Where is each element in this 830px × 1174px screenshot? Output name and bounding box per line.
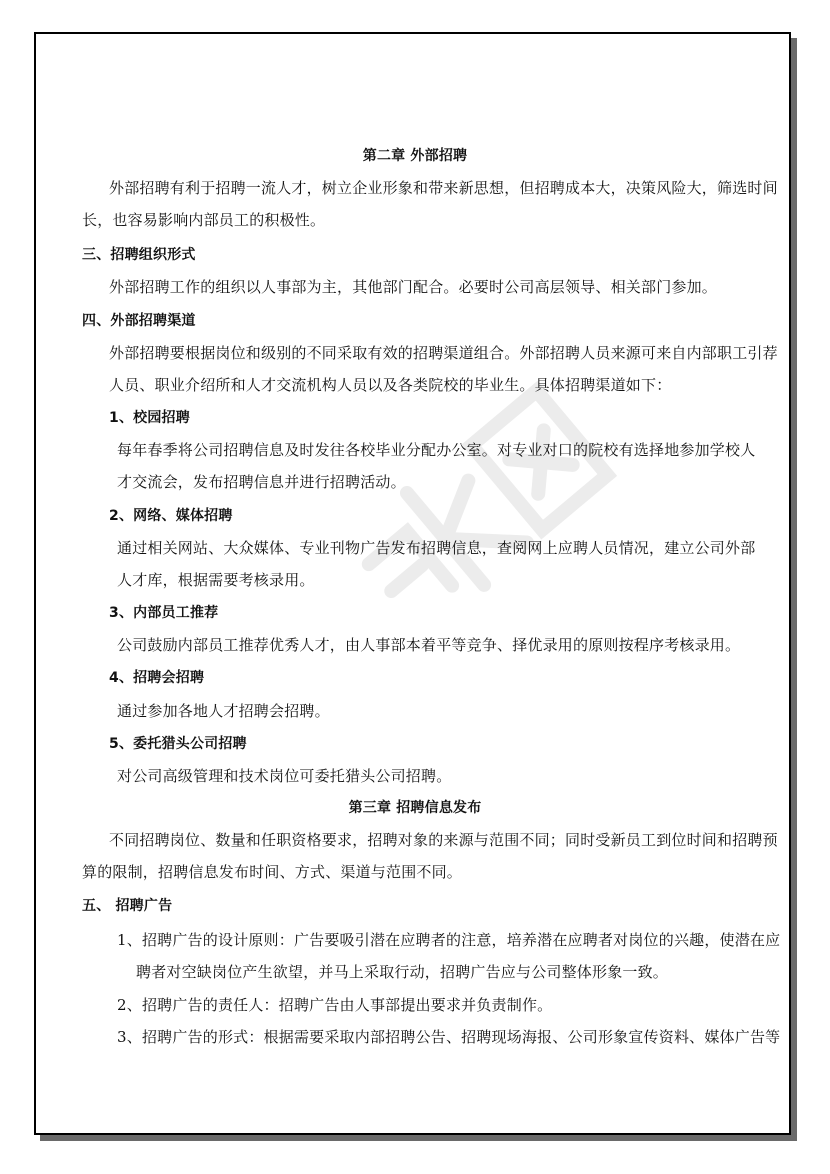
channel-4-line-1: 通过参加各地人才招聘会招聘。 xyxy=(117,702,330,720)
chapter-2-intro-line-1: 外部招聘有利于招聘一流人才，树立企业形象和带来新思想，但招聘成本大，决策风险大，筛选时间 xyxy=(109,179,778,197)
channel-4-title: 4、招聘会招聘 xyxy=(109,670,205,686)
ad-item-3-line-1: 3、招聘广告的形式：根据需要采取内部招聘公告、招聘现场海报、公司形象宣传资料、媒体广告等 xyxy=(117,1028,781,1046)
ad-item-1-line-2: 聘者对空缺岗位产生欲望，并马上采取行动，招聘广告应与公司整体形象一致。 xyxy=(136,963,669,981)
section-4-intro-line-2: 人员、职业介绍所和人才交流机构人员以及各类院校的毕业生。具体招聘渠道如下： xyxy=(109,376,672,394)
section-3-body: 外部招聘工作的组织以人事部为主，其他部门配合。必要时公司高层领导、相关部门参加。 xyxy=(109,278,718,296)
channel-1-line-1: 每年春季将公司招聘信息及时发往各校毕业分配办公室。对专业对口的院校有选择地参加学校人 xyxy=(117,441,756,459)
chapter-2-intro-line-2: 长，也容易影响内部员工的积极性。 xyxy=(82,211,326,229)
chapter-3-title: 第三章 招聘信息发布 xyxy=(348,800,482,816)
section-5-heading: 五、 招聘广告 xyxy=(82,898,173,914)
channel-5-line-1: 对公司高级管理和技术岗位可委托猎头公司招聘。 xyxy=(117,767,452,785)
channel-2-line-1: 通过相关网站、大众媒体、专业刊物广告发布招聘信息，查阅网上应聘人员情况，建立公司外部 xyxy=(117,539,756,557)
section-4-intro-line-1: 外部招聘要根据岗位和级别的不同采取有效的招聘渠道组合。外部招聘人员来源可来自内部职工引荐 xyxy=(109,344,778,362)
ad-item-1-line-1: 1、招聘广告的设计原则：广告要吸引潜在应聘者的注意，培养潜在应聘者对岗位的兴趣，使潜在应 xyxy=(117,931,781,949)
chapter-3-intro-line-2: 算的限制，招聘信息发布时间、方式、渠道与范围不同。 xyxy=(82,863,463,881)
section-4-heading: 四、外部招聘渠道 xyxy=(82,313,196,329)
channel-3-title: 3、内部员工推荐 xyxy=(109,605,219,621)
channel-2-title: 2、网络、媒体招聘 xyxy=(109,508,233,524)
chapter-3-intro-line-1: 不同招聘岗位、数量和任职资格要求，招聘对象的来源与范围不同；同时受新员工到位时间和招聘预 xyxy=(109,831,778,849)
chapter-2-title: 第二章 外部招聘 xyxy=(362,148,468,164)
channel-2-line-2: 人才库，根据需要考核录用。 xyxy=(117,571,315,589)
ad-item-2-line-1: 2、招聘广告的责任人：招聘广告由人事部提出要求并负责制作。 xyxy=(117,996,553,1014)
section-3-heading: 三、招聘组织形式 xyxy=(82,247,196,263)
channel-1-line-2: 才交流会，发布招聘信息并进行招聘活动。 xyxy=(117,473,406,491)
channel-5-title: 5、委托猎头公司招聘 xyxy=(109,736,247,752)
channel-3-line-1: 公司鼓励内部员工推荐优秀人才，由人事部本着平等竞争、择优录用的原则按程序考核录用。 xyxy=(117,636,741,654)
channel-1-title: 1、校园招聘 xyxy=(109,410,190,426)
